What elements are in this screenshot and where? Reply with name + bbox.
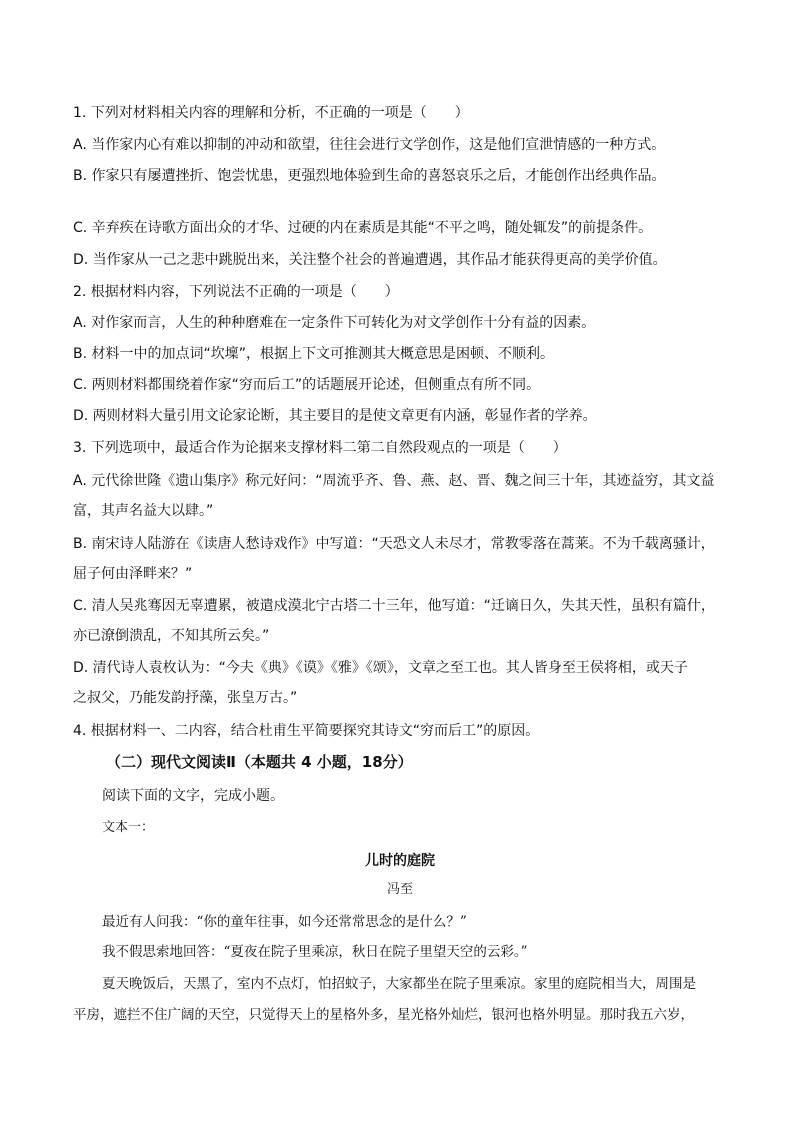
question-2-stem: 2. 根据材料内容，下列说法不正确的一项是（ ） — [73, 284, 399, 300]
question-1-option-a: A. 当作家内心有难以抑制的冲动和欲望，往往会进行文学创作，这是他们宣泄情感的一种方式。 — [73, 137, 666, 153]
question-1-option-c: C. 辛弃疾在诗歌方面出众的才华、过硬的内在素质是其能“不平之鸣，随处辄发”的前提条件。 — [73, 220, 653, 236]
question-3-stem: 3. 下列选项中，最适合作为论据来支撑材料二第二自然段观点的一项是（ ） — [73, 440, 567, 456]
essay-paragraph-1: 最近有人问我：“你的童年往事，如今还常常思念的是什么？” — [102, 914, 467, 930]
question-4-stem: 4. 根据材料一、二内容，结合杜甫生平简要探究其诗文“穷而后工”的原因。 — [73, 723, 540, 739]
essay-paragraph-3-line-2: 平房，遮拦不住广阔的天空，只觉得天上的星格外多，星光格外灿烂，银河也格外明显。那时我五六岁， — [73, 1007, 694, 1023]
question-3-option-c-line-2: 亦已潦倒溃乱，不知其所云矣。” — [73, 628, 270, 644]
question-3-option-b-line-1: B. 南宋诗人陆游在《读唐人愁诗戏作》中写道：“天恐文人未尽才，常教零落在蒿莱。不为千载离骚计， — [73, 536, 715, 552]
text-label: 文本一： — [102, 820, 155, 835]
question-1-option-d: D. 当作家从一己之悲中跳脱出来，关注整个社会的普遍遭遇，其作品才能获得更高的美学价值。 — [73, 252, 667, 268]
essay-paragraph-3-line-1: 夏天晚饭后，天黑了，室内不点灯，怕招蚊子，大家都坐在院子里乘凉。家里的庭院相当大，周围是 — [102, 976, 696, 992]
question-3-option-b-line-2: 屈子何由泽畔来？” — [73, 566, 193, 582]
question-2-option-b: B. 材料一中的加点词“坎壈”，根据上下文可推测其大概意思是困顿、不顺利。 — [73, 346, 555, 362]
question-3-option-d-line-1: D. 清代诗人袁枚认为：“今夫《典》《谟》《雅》《颂》，文章之至工也。其人皆身至王侯将相，或天子 — [73, 660, 688, 676]
question-2-option-d: D. 两则材料大量引用文论家论断，其主要目的是使文章更有内涵，彰显作者的学养。 — [73, 408, 597, 424]
essay-title: 儿时的庭院 — [365, 853, 435, 869]
question-3-option-c-line-1: C. 清人吴兆骞因无辜遭累，被遣戍漠北宁古塔二十三年，他写道：“迁谪日久，失其天性，虽积有篇什， — [73, 598, 715, 614]
section-instruction: 阅读下面的文字，完成小题。 — [102, 788, 284, 804]
question-3-option-d-line-2: 之叔父，乃能发韵抒藻，张皇万古。” — [73, 690, 298, 706]
question-1-option-b: B. 作家只有屡遭挫折、饱尝忧患，更强烈地体验到生命的喜怒哀乐之后，才能创作出经典作品。 — [73, 168, 666, 184]
question-3-option-a-line-2: 富，其声名益大以肆。” — [73, 503, 214, 519]
question-2-option-c: C. 两则材料都围绕着作家“穷而后工”的话题展开论述，但侧重点有所不同。 — [73, 377, 541, 393]
essay-author: 冯至 — [386, 882, 413, 897]
essay-paragraph-2: 我不假思索地回答：“夏夜在院子里乘凉，秋日在院子里望天空的云彩。” — [102, 944, 528, 960]
question-2-option-a: A. 对作家而言，人生的种种磨难在一定条件下可转化为对文学创作十分有益的因素。 — [73, 315, 596, 331]
section-heading: （二）现代文阅读Ⅱ（本题共 4 小题，18分） — [106, 753, 413, 771]
question-3-option-a-line-1: A. 元代徐世隆《遗山集序》称元好问：“周流乎齐、鲁、燕、赵、晋、魏之间三十年，其迹益穷，其文益 — [73, 473, 715, 489]
question-1-stem: 1. 下列对材料相关内容的理解和分析，不正确的一项是（ ） — [73, 105, 469, 121]
